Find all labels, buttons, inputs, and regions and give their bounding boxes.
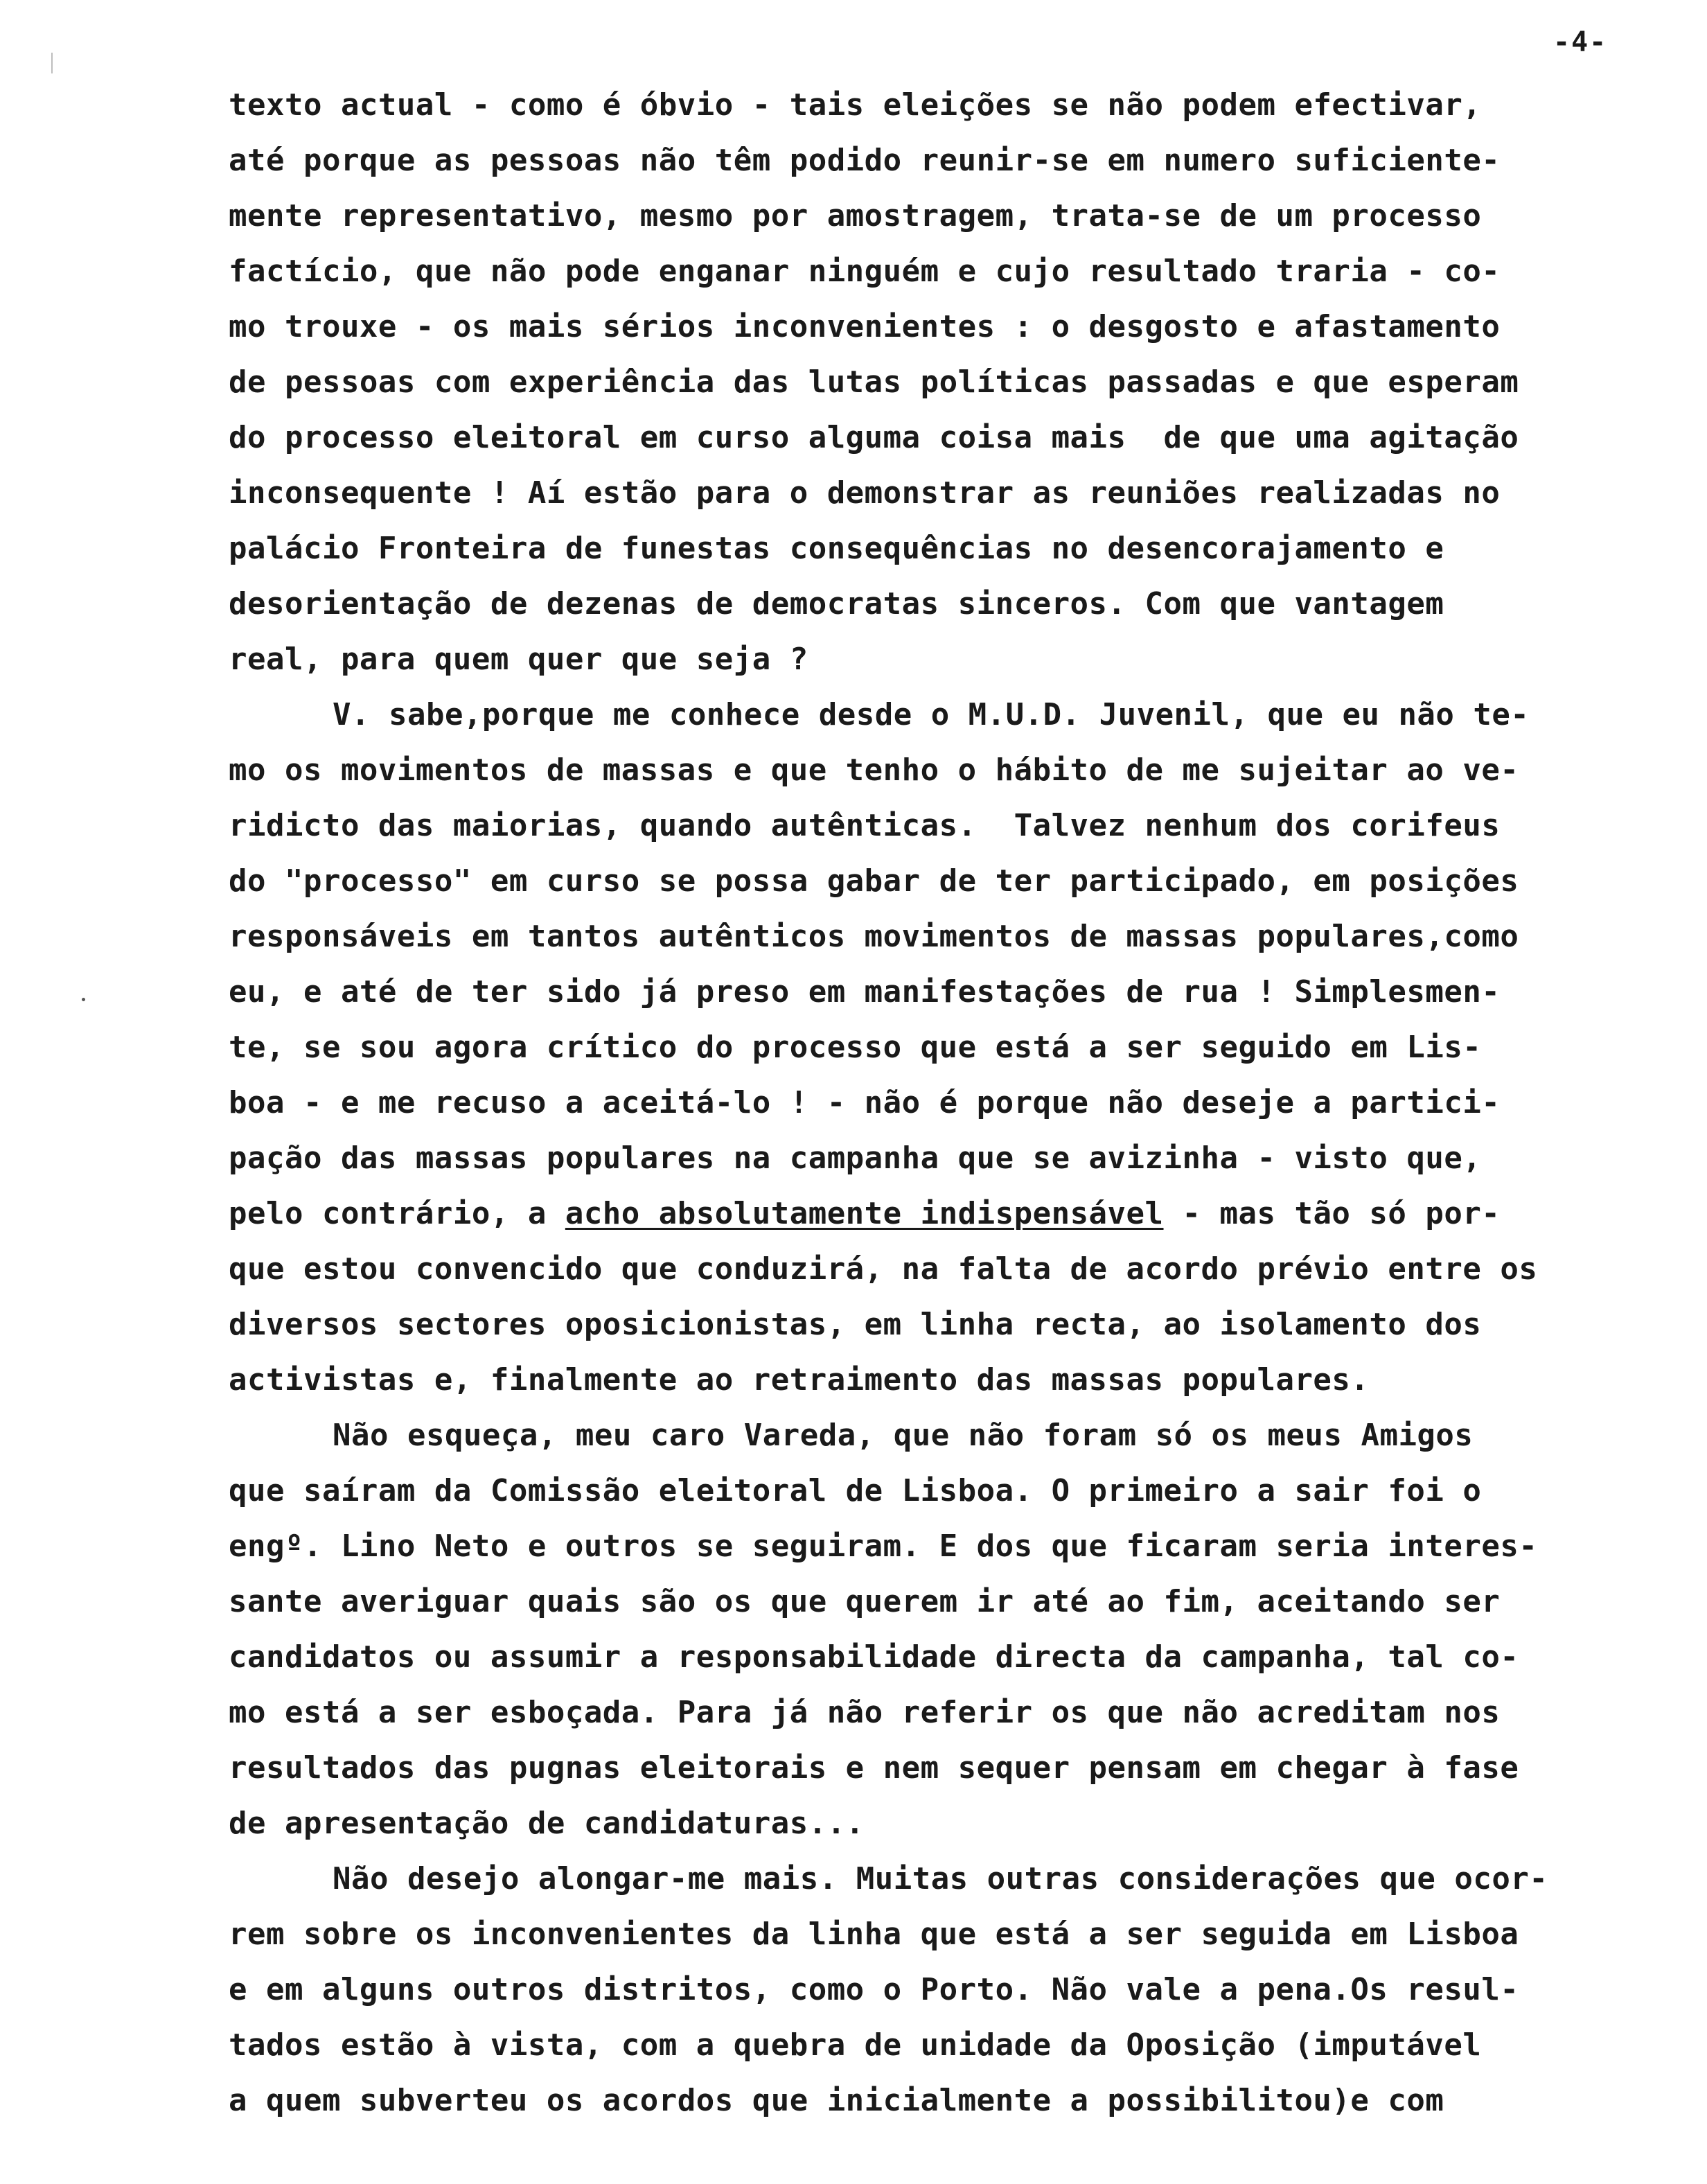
text-line: mo os movimentos de massas e que tenho o hábito de me sujeitar ao ve- [229,752,1519,788]
text-line: desorientação de dezenas de democratas sinceros. Com que vantagem [229,586,1444,622]
text-line: sante averiguar quais são os que querem ir até ao fim, aceitando ser [229,1584,1501,1619]
text-line: activistas e, finalmente ao retraimento das massas populares. [229,1362,1370,1398]
margin-dot [82,998,85,1001]
text-segment: - mas tão só por- [1163,1196,1501,1231]
text-line: diversos sectores oposicionistas, em linha recta, ao isolamento dos [229,1307,1482,1342]
text-line: eu, e até de ter sido já preso em manifestações de rua ! Simplesmen- [229,974,1501,1010]
text-line: responsáveis em tantos autênticos movimentos de massas populares,como [229,919,1519,954]
paragraph-start-line: Não desejo alongar-me mais. Muitas outras considerações que ocor- [333,1861,1548,1896]
text-line: texto actual - como é óbvio - tais eleições se não podem efectivar, [229,87,1482,123]
text-line: te, se sou agora crítico do processo que está a ser seguido em Lis- [229,1030,1482,1065]
text-line: inconsequente ! Aí estão para o demonstrar as reuniões realizadas no [229,475,1501,511]
text-line: de pessoas com experiência das lutas políticas passadas e que esperam [229,364,1519,400]
paragraph-start-line: Não esqueça, meu caro Vareda, que não foram só os meus Amigos [333,1418,1474,1453]
text-line: até porque as pessoas não têm podido reunir-se em numero suficiente- [229,143,1501,178]
text-line: mente representativo, mesmo por amostragem, trata-se de um processo [229,198,1482,234]
text-line: ridicto das maiorias, quando autênticas. Talvez nenhum dos corifeus [229,808,1501,843]
text-line: real, para quem quer que seja ? [229,642,808,677]
letter-body [229,78,1670,2129]
text-line: resultados das pugnas eleitorais e nem sequer pensam em chegar à fase [229,1750,1519,1786]
text-line: rem sobre os inconvenientes da linha que está a ser seguida em Lisboa [229,1917,1519,1952]
text-line: de apresentação de candidaturas... [229,1806,865,1841]
paragraph-start-line: V. sabe,porque me conhece desde o M.U.D. Juvenil, que eu não te- [333,697,1530,732]
text-line: que estou convencido que conduzirá, na falta de acordo prévio entre os [229,1251,1538,1287]
page-number: -4- [1553,26,1608,58]
text-line: candidatos ou assumir a responsabilidade directa da campanha, tal co- [229,1639,1519,1675]
text-line: tados estão à vista, com a quebra de unidade da Oposição (imputável [229,2027,1482,2063]
scan-mark [51,53,53,73]
text-line: boa - e me recuso a aceitá-lo ! - não é porque não deseje a partici- [229,1085,1501,1120]
text-line-with-underline [229,1186,1670,1242]
text-line: pação das massas populares na campanha que se avizinha - visto que, [229,1141,1482,1176]
text-line: do "processo" em curso se possa gabar de ter participado, em posições [229,863,1519,899]
text-line: palácio Fronteira de funestas consequências no desencorajamento e [229,531,1444,566]
text-line: mo está a ser esboçada. Para já não referir os que não acreditam nos [229,1695,1501,1730]
text-line: factício, que não pode enganar ninguém e cujo resultado traria - co- [229,254,1501,289]
text-line: que saíram da Comissão eleitoral de Lisboa. O primeiro a sair foi o [229,1473,1482,1508]
text-line: mo trouxe - os mais sérios inconvenientes : o desgosto e afastamento [229,309,1501,344]
text-line: engº. Lino Neto e outros se seguiram. E dos que ficaram seria interes- [229,1529,1538,1564]
underlined-phrase: acho absolutamente indispensável [565,1196,1164,1231]
text-segment: pelo contrário, a [229,1196,565,1231]
text-line: e em alguns outros distritos, como o Porto. Não vale a pena.Os resul- [229,1972,1519,2007]
text-line: a quem subverteu os acordos que inicialmente a possibilitou)e com [229,2083,1444,2118]
text-line: do processo eleitoral em curso alguma coisa mais de que uma agitação [229,420,1519,455]
